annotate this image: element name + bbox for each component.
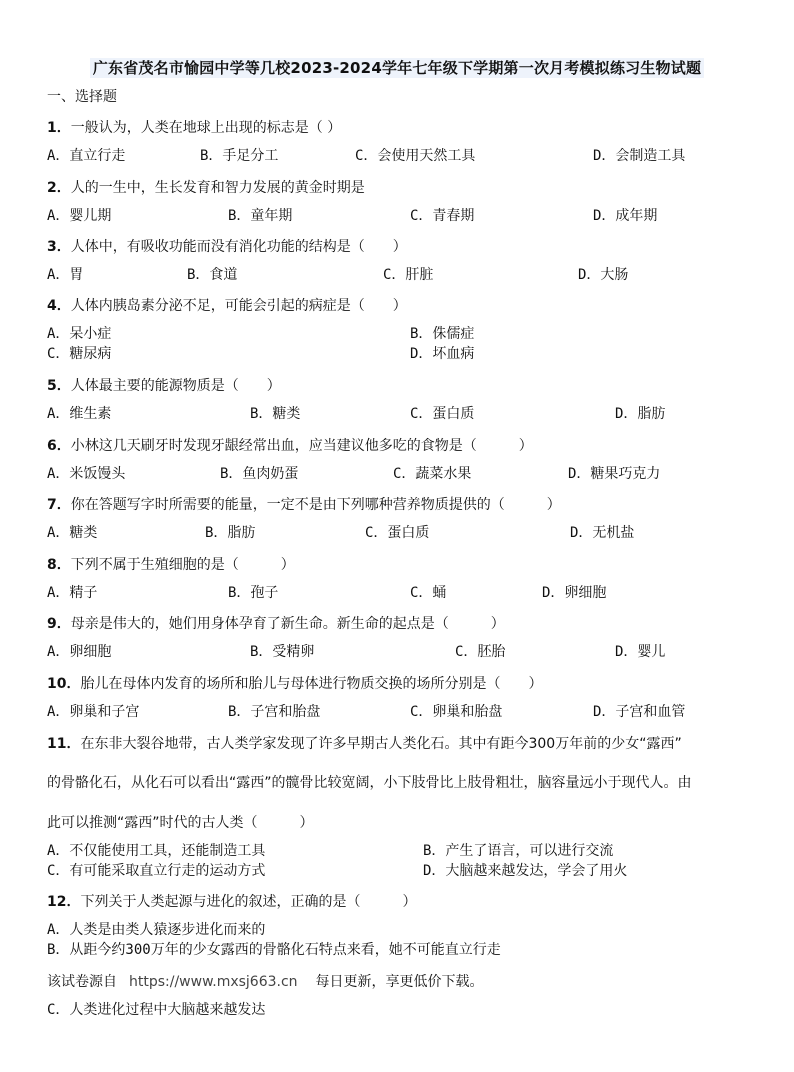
question-9: 9．母亲是伟大的，她们用身体孕育了新生命。新生命的起点是（ ） (47, 616, 505, 632)
option: B．手足分工 (200, 148, 279, 164)
option: C．蛹 (410, 585, 447, 601)
option: D．子宫和血管 (593, 704, 686, 720)
option: B．食道 (187, 267, 238, 283)
question-12: 12．下列关于人类起源与进化的叙述，正确的是（ ） (47, 894, 417, 910)
question-7: 7．你在答题写字时所需要的能量，一定不是由下列哪种营养物质提供的（ ） (47, 497, 561, 513)
option: D．坏血病 (410, 346, 475, 362)
option: A．卵细胞 (47, 644, 112, 660)
option: D．大肠 (578, 267, 629, 283)
option: C．卵巢和胎盘 (410, 704, 503, 720)
option: A．婴儿期 (47, 208, 112, 224)
option: B．糖类 (250, 406, 301, 422)
option: C．会使用天然工具 (355, 148, 476, 164)
source-notice (47, 971, 484, 991)
option: B．孢子 (228, 585, 279, 601)
source-prefix: 该试卷源自 (47, 974, 117, 990)
question-6: 6．小林这几天刷牙时发现牙龈经常出血，应当建议他多吃的食物是（ ） (47, 438, 533, 454)
option: A．直立行走 (47, 148, 126, 164)
option: C．肝脏 (383, 267, 434, 283)
option: D．婴儿 (615, 644, 666, 660)
option: C．青春期 (410, 208, 475, 224)
option: C．蛋白质 (410, 406, 475, 422)
question-3: 3．人体中，有吸收功能而没有消化功能的结构是（ ） (47, 239, 407, 255)
question-10: 10．胎儿在母体内发育的场所和胎儿与母体进行物质交换的场所分别是（ ） (47, 676, 543, 692)
option: D．糖果巧克力 (568, 466, 661, 482)
question-2: 2．人的一生中，生长发育和智力发展的黄金时期是 (47, 180, 365, 196)
section-heading: 一、选择题 (47, 89, 117, 105)
source-link[interactable]: https://www.mxsj663.cn (129, 974, 298, 990)
option: B．侏儒症 (410, 326, 475, 342)
option: B．产生了语言，可以进行交流 (423, 843, 614, 859)
option: B．子宫和胎盘 (228, 704, 321, 720)
question-11-line-2: 的骨骼化石，从化石可以看出“露西”的髋骨比较宽阔，小下肢骨比上肢骨粗壮，脑容量远小于现代人。由 (47, 775, 692, 791)
question-11-line-3: 此可以推测“露西”时代的古人类（ ） (47, 815, 314, 831)
option: B．童年期 (228, 208, 293, 224)
question-4: 4．人体内胰岛素分泌不足，可能会引起的病症是（ ） (47, 298, 407, 314)
option: D．无机盐 (570, 525, 635, 541)
option: D．会制造工具 (593, 148, 686, 164)
option: A．人类是由类人猿逐步进化而来的 (47, 922, 266, 938)
option: A．卵巢和子宫 (47, 704, 140, 720)
option: D．成年期 (593, 208, 658, 224)
option: B．受精卵 (250, 644, 315, 660)
question-5: 5．人体最主要的能源物质是（ ） (47, 378, 281, 394)
question-8: 8．下列不属于生殖细胞的是（ ） (47, 557, 295, 573)
option: A．不仅能使用工具，还能制造工具 (47, 843, 266, 859)
option: C．蛋白质 (365, 525, 430, 541)
option: A．精子 (47, 585, 98, 601)
option: C．蔬菜水果 (393, 466, 472, 482)
option: B．脂肪 (205, 525, 256, 541)
option: D．卵细胞 (542, 585, 607, 601)
option: D．脂肪 (615, 406, 666, 422)
option: B．从距今约300万年的少女露西的骨骼化石特点来看，她不可能直立行走 (47, 942, 501, 958)
option: A．糖类 (47, 525, 98, 541)
option: C．有可能采取直立行走的运动方式 (47, 863, 266, 879)
option: D．大脑越来越发达，学会了用火 (423, 863, 628, 879)
option: B．鱼肉奶蛋 (220, 466, 299, 482)
document-title: 广东省茂名市愉园中学等几校2023-2024学年七年级下学期第一次月考模拟练习生物试题 (0, 57, 794, 78)
question-11: 11．在东非大裂谷地带，古人类学家发现了许多早期古人类化石。其中有距今300万年前的少女“露西” (47, 736, 682, 752)
option: C．人类进化过程中大脑越来越发达 (47, 1002, 266, 1018)
option: A．维生素 (47, 406, 112, 422)
question-1: 1．一般认为，人类在地球上出现的标志是（ ） (47, 120, 342, 136)
source-suffix: 每日更新，享更低价下载。 (315, 974, 484, 990)
option: A．米饭馒头 (47, 466, 126, 482)
option: C．胚胎 (455, 644, 506, 660)
option: A．呆小症 (47, 326, 112, 342)
option: C．糖尿病 (47, 346, 112, 362)
option: A．胃 (47, 267, 84, 283)
